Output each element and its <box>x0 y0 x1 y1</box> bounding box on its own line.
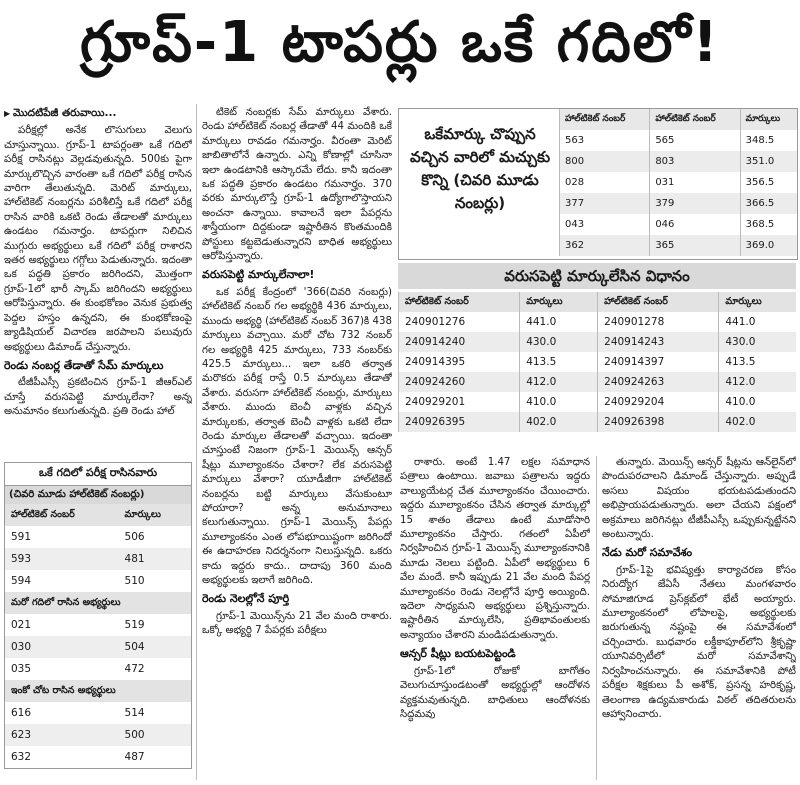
cell: 591 <box>11 531 32 543</box>
cell: 240914397 <box>598 352 719 372</box>
cell: 410.0 <box>719 392 796 412</box>
cell: 563 <box>560 130 650 151</box>
subheading: వరుసపెట్టి మార్కులేనాలా! <box>202 268 315 282</box>
group-label: ఇంకో చోట రాసిన అభ్యర్థులు <box>5 680 191 702</box>
article-column-3 <box>400 456 590 782</box>
cell: 594 <box>11 575 32 587</box>
cell: 413.5 <box>719 352 796 372</box>
cell: 240924263 <box>598 372 719 392</box>
table-row <box>560 193 798 214</box>
cell: 430.0 <box>520 332 598 352</box>
table-row <box>399 372 797 392</box>
cell: 504 <box>119 636 191 658</box>
table-row <box>560 172 798 193</box>
cell: 593 <box>5 548 119 570</box>
paragraph: రాశారు. అంటే 1.47 లక్షల సమాధాన పత్రాలు ఉంటాయి. జవాబు పత్రాలను ఇద్దరు వాల్యుయేటర్ల చేత మూల్యాంకనం చేయించారు. ఇద్దరు మూల్యాంకనం చేసిన తర్వాత మార్కుల్లో 15 శాతం తేడాలు ఉంటే మూడోసారి మూల్యాంకనం చేస్తారు. గతంలో ఏపీలో నిర్వహించిన గ్రూప్-1 మెయిన్స్ మూల్యాంకనానికి మూడు నెలలు పట్టింది. ఏపీలో అభ్యర్థులు 6 వేల మందే. కానీ ఇప్పుడు 21 వేల మంది పేపర్ల మూల్యాంకనం రెండు నెలల్లోనే పూర్తి అయ్యింది. ఇదెలా సాధ్యమని అభ్యర్థులు ప్రశ్నిస్తున్నారు. ఇష్టారీతిన మార్కులేసి, ప్రతిభావంతులకు అన్యాయం చేశారని మండిపడుతున్నారు. <box>400 457 590 641</box>
cell: 240926398 <box>598 412 719 432</box>
article-column-1 <box>4 106 192 458</box>
cell: 028 <box>560 172 650 193</box>
cell: 348.5 <box>740 130 797 151</box>
cell: 021 <box>11 619 32 631</box>
cell: 412.0 <box>520 372 598 392</box>
cell: 366.5 <box>740 193 797 214</box>
cell: 351.0 <box>740 151 797 172</box>
table-header-row <box>560 109 798 130</box>
cell: 035 <box>11 663 32 675</box>
cell: 402.0 <box>719 412 796 432</box>
cell: 632 <box>11 751 32 763</box>
cell: 565 <box>650 130 740 151</box>
cell: 506 <box>124 531 145 543</box>
cell: 519 <box>124 619 145 631</box>
table-row <box>5 548 191 570</box>
same-marks-box <box>398 108 798 260</box>
cell: 240926395 <box>399 412 520 432</box>
cell: 240901278 <box>598 312 719 332</box>
paragraph: పరీక్షల్లో అనేక లొసుగులు వెలుగు చూస్తున్నాయి. గ్రూప్-1 టాపర్లంతా ఒకే గదిలో పరీక్ష రాసినట్లు వెల్లడవుతున్నది. 500కు పైగా మార్కులొచ్చిన వారంతా ఒకే గదిలో పరీక్ష రాసిన వారిగా తేలుతున్నది. మెరిట్ మార్కులు, హాల్‌టికెట్ నంబర్లను పరిశీలిస్తే ఒకే గదిలో పరీక్ష రాసిన వారికి ఒకటి రెండు తేడాలతో మార్కులు ఉండటం గమనార్హం. టాపర్లుగా నిలిచిన ముగ్గురు అభ్యర్థులు ఒకే గదిలో పరీక్ష రాశారని ఇతర అభ్యర్థులు గగ్గోలు పెడుతున్నారు. ఇదంతా ఒక పద్ధతి ప్రకారం జరిగిందని, మొత్తంగా గ్రూప్-1లో భారీ స్కామ్ జరిగిందని అభ్యర్థులు ఆరోపిస్తున్నారు. ఈ కుంభకోణం వెనుక ప్రభుత్వ పెద్దల హస్తం ఉన్నదని, ఈ కుంభకోణంపై జ్యుడిషియల్ విచారణ జరపాలని పలువురు అభ్యర్థులు డిమాండ్ చేస్తున్నారు. <box>4 125 192 353</box>
header-cell: హాల్‌టికెట్ నంబర్ <box>650 109 740 130</box>
headline: గ్రూప్-1 టాపర్లు ఒకే గదిలో! <box>80 9 720 75</box>
table-row <box>5 746 191 768</box>
table-subtitle: (చివరి మూడు హాల్‌టికెట్ నంబర్లు) <box>5 486 191 504</box>
table-row <box>5 570 191 592</box>
cell: 472 <box>124 663 145 675</box>
paragraph: గ్రూప్-1 మెయిన్స్‌ను 21 వేల మంది రాశారు. ఒక్కో అభ్యర్థి 7 పేపర్లకు పరీక్షలు <box>202 610 392 637</box>
table-row <box>399 392 797 412</box>
cell: 240914243 <box>598 332 719 352</box>
paragraph: గ్రూప్-1లో రోజుకో బాగోతం వెలుగుచూస్తుండటంతో అభ్యర్థుల్లో ఆందోళన వ్యక్తమవుతున్నది. బాధితులు ఆందోళనకు సిద్ధమవు <box>400 665 590 720</box>
paragraph: ఒక పరీక్ష కేంద్రంలో '366(చివరి నంబర్లు) హాల్‌టికెట్ నంబర్ గల అభ్యర్థికి 436 మార్కులు, ముందు అభ్యర్థి (హాల్‌టికెట్ నంబర్ 367)కి 438 మార్కులు వచ్చాయి. మరో చోట 732 నంబర్ గల అభ్యర్థికి 425 మార్కులు, 733 నంబర్‌కు 425.5 మార్కులు... ఇలా ఒకరి తర్వాత మరొకరు పరీక్ష రాస్తే 0.5 మార్కులు తేడాతో వేశారు. వరుసగా హాల్‌టికెట్ నంబర్లు, మార్కులు వేశారు. ముందు బెంచీ వాళ్లకు వచ్చిన మార్కులకు, తర్వాత బెంచీ వాళ్లకు ఒకటి లేదా రెండు మార్కుల తేడాలతో వచ్చాయి. ఇదంతా చూస్తుంటే నిజంగా గ్రూప్-1 మెయిన్స్ ఆన్సర్ షీట్లు మూల్యాంకనం చేశారా? లేక వరుసపెట్టి మార్కులు వేశారా? యూడీజీగా హాల్‌టికెట్ నంబర్లను బట్టి మార్కులు వేసుకుంటూ పోయారా? అన్న అనుమానాలు కలుగుతున్నాయి. గ్రూప్-1 మెయిన్స్ పేపర్లు మూల్యాంకనం ఎంత లోపభూయిష్టంగా జరిగిందో ఈ ఉదాహరణ నిదర్శనంగా నిలుస్తున్నది. ఒకరు కాదు ఇద్దరు కాదు.. దాదాపు 360 మంది అభ్యర్థులకు ఇలాగే జరిగింది. <box>202 286 392 586</box>
cell: 441.0 <box>520 312 598 332</box>
cell: 240914395 <box>399 352 520 372</box>
header-cell: మార్కులు <box>719 292 796 312</box>
table-header-row <box>5 504 191 526</box>
cell: 240929204 <box>598 392 719 412</box>
cell: 616 <box>11 707 32 719</box>
cell: 043 <box>560 214 650 235</box>
header-cell: మార్కులు <box>119 504 191 526</box>
table-row <box>5 724 191 746</box>
cell: 800 <box>560 151 650 172</box>
table-row <box>399 312 797 332</box>
continued-kicker: ▶ మొదటిపేజీ తరువాయి... <box>4 106 192 121</box>
cell: 412.0 <box>719 372 796 392</box>
group-label-row <box>5 592 191 614</box>
group-label: మరో గదిలో రాసిన అభ్యర్థులు <box>5 592 191 614</box>
article-column-4 <box>602 456 796 782</box>
cell: 430.0 <box>719 332 796 352</box>
cell: 500 <box>119 724 191 746</box>
cell: 803 <box>650 151 740 172</box>
group-label-row <box>5 680 191 702</box>
sequential-marks-table <box>398 292 796 432</box>
cell: 510 <box>124 575 145 587</box>
header-cell: హాల్‌టికెట్ నంబర్ <box>399 292 520 312</box>
header-cell: మార్కులు <box>520 292 598 312</box>
column-rule <box>196 104 197 780</box>
cell: 031 <box>650 172 740 193</box>
cell: 365 <box>650 235 740 256</box>
header-cell: మార్కులు <box>740 109 797 130</box>
cell: 487 <box>124 751 145 763</box>
cell: 030 <box>5 636 119 658</box>
paragraph: టీజీపీఎస్సీ ప్రకటించిన గ్రూప్-1 జీఆర్ఎల్ చూస్తే వరుసపెట్టి మార్కులేనా? అన్న అనుమానం కలుగుతున్నది. ప్రతి రెండు హాల్ <box>4 377 192 418</box>
same-marks-label: ఒకేమార్కు చొప్పున వచ్చిన వారిలో మచ్చుకు కొన్ని (చివరి మూడు నంబర్లు) <box>409 125 551 212</box>
header-cell: హాల్‌టికెట్ నంబర్ <box>5 504 119 526</box>
same-room-grid <box>5 504 191 768</box>
subheading: రెండు నెలల్లోనే పూర్తి <box>202 592 290 606</box>
header-cell: హాల్‌టికెట్ నంబర్ <box>598 292 719 312</box>
table-row <box>5 658 191 680</box>
table-title: ఒకే గదిలో పరీక్ష రాసినవారు <box>5 463 191 486</box>
table-row <box>5 614 191 636</box>
paragraph: గ్రూప్-1పై భవిష్యత్తు కార్యాచరణ కోసం నిరుద్యోగ జేఏసీ నేతలు మంగళవారం సోమాజిగూడ ప్రెస్‌క్లబ్‌లో భేటీ అయ్యారు. మూల్యాంకనంలో లోపాలపై, అభ్యర్థులకు జరుగుతున్న నష్టంపై ఈ సమావేశంలో చర్చించారు. బుధవారం లక్డీకాపూల్‌లోని శ్రీకృష్ణా యూనివర్సిటీలో మరో సమావేశాన్ని నిర్వహించనున్నారు. ఈ సమావేశానికి పోటీ పరీక్షల శిక్షకులు పీ అశోక్, ప్రసన్న హరికృష్ణ, తెలంగాణ ఉద్యమకారుడు విఠల్ తదితరులను ఆహ్వానించారు. <box>602 564 796 720</box>
table-header-row <box>399 292 797 312</box>
article-column-2 <box>202 106 392 782</box>
table-row <box>560 151 798 172</box>
subheading: నేడు మరో సమావేశం <box>602 546 693 560</box>
cell: 402.0 <box>520 412 598 432</box>
cell: 240901276 <box>399 312 520 332</box>
paragraph: టికెట్ నంబర్లకు సేమ్ మార్కులు వేశారు. రెండు హాల్‌టికెట్ నంబర్ల తేడాతో 44 మందికి ఒకే మార్కులు రావడం గమనార్హం. వీరంతా మెరిట్ జాబితాలోనే ఉన్నారు. ఎన్ని కోణాల్లో చూసినా ఇలా ఉండటానికి ఆస్కారమే లేదు. కానీ ఇదంతా ఒక పద్ధతి ప్రకారం ఉండటం గమనార్హం. 370 వరకు మార్కులొస్తే గ్రూప్-1 ఉద్యోగాలొస్తాయని అంచనా ఉన్నాయి. కావాలనే ఇలా పేపర్లను శాస్త్రీయంగా దిద్దకుండా ఇష్టారీతిన కొంతమందికి పోస్టులు కట్టబెడుతున్నారని బాధిత అభ్యర్థులు ఆరోపిస్తున్నారు. <box>202 107 392 263</box>
cell: 514 <box>124 707 145 719</box>
table-row <box>5 636 191 658</box>
cell: 481 <box>119 548 191 570</box>
paragraph: తున్నారు. మెయిన్స్ ఆన్సర్ షీట్లను ఆన్‌లైన్‌లో పొందుపరచాలని డిమాండ్ చేస్తున్నారు. అప్పుడే అసలు విషయం భయటపడుతుందని అభిప్రాయపడుతున్నారు. అలా చేయని పక్షంలో అక్రమాలు జరిగినట్లు టీజీపీఎస్సీ ఒప్పుకున్నట్టేనని అంటున్నారు. <box>602 457 796 541</box>
cell: 240914240 <box>399 332 520 352</box>
cell: 410.0 <box>520 392 598 412</box>
cell: 240924260 <box>399 372 520 392</box>
table-row <box>560 235 798 256</box>
table-row <box>399 412 797 432</box>
cell: 623 <box>5 724 119 746</box>
cell: 441.0 <box>719 312 796 332</box>
table-row <box>399 332 797 352</box>
table-row <box>399 352 797 372</box>
cell: 368.5 <box>740 214 797 235</box>
subheading: రెండు నంబర్ల తేడాతో సేమ్ మార్కులు <box>4 358 164 372</box>
cell: 240929201 <box>399 392 520 412</box>
cell: 377 <box>560 193 650 214</box>
same-room-table <box>4 462 192 769</box>
cell: 379 <box>650 193 740 214</box>
cell: 356.5 <box>740 172 797 193</box>
cell: 046 <box>650 214 740 235</box>
table-row <box>5 526 191 548</box>
table-row <box>560 130 798 151</box>
cell: 362 <box>560 235 650 256</box>
subheading: ఆన్సర్ షీట్లు బయటపెట్టండి <box>400 647 516 661</box>
cell: 413.5 <box>520 352 598 372</box>
table-row <box>560 214 798 235</box>
sequential-marks-title: వరుసపెట్టి మార్కులేసిన విధానం <box>398 263 796 289</box>
table-row <box>5 702 191 724</box>
header-cell: హాల్‌టికెట్ నంబర్ <box>560 109 650 130</box>
column-rule <box>596 456 597 780</box>
cell: 369.0 <box>740 235 797 256</box>
same-marks-table <box>559 109 797 256</box>
